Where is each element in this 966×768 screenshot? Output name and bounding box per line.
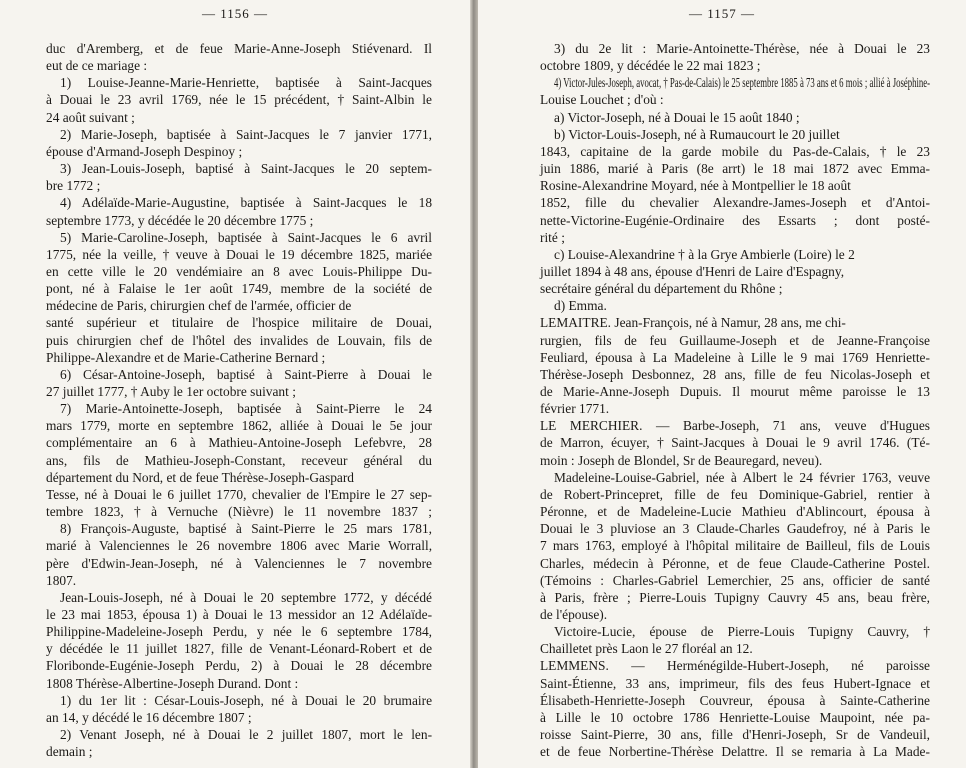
text-line: tembre 1823, † à Vernuche (Nièvre) le 11 novembre 1837 ; xyxy=(46,504,432,520)
text-line: à Douai le 23 avril 1769, née le 15 précédent, † Saint-Albin le xyxy=(46,92,432,108)
text-line: rurgien, fils de feu Guillaume-Joseph et de Jeanne-Françoise xyxy=(540,332,930,348)
text-line: LEMMENS. — Herménégilde-Hubert-Joseph, né paroisse xyxy=(540,658,930,674)
text-line: 1) du 1er lit : César-Louis-Joseph, né à Douai le 20 brumaire xyxy=(60,692,433,708)
text-line: 4) Adélaïde-Marie-Augustine, baptisée à Saint-Jacques le 18 xyxy=(60,195,433,211)
text-line: 7) Marie-Antoinette-Joseph, baptisée à Saint-Pierre le 24 xyxy=(60,401,433,417)
page-number-right: — 1157 — xyxy=(688,6,756,21)
text-line: père d'Edwin-Jean-Joseph, né à Valenciennes le 7 novembre xyxy=(46,555,432,571)
text-line: mars 1779, morte en septembre 1862, alliée à Douai le 5e jour xyxy=(46,418,433,434)
text-line: Tesse, né à Douai le 6 juillet 1770, chevalier de l'Empire le 27 sep- xyxy=(46,486,433,502)
text-line: Louise Louchet ; d'où : xyxy=(540,92,664,108)
text-line: 27 juillet 1777, † Auby le 1er octobre suivant ; xyxy=(46,384,296,399)
text-line: à Lille le 10 octobre 1786 Henriette-Louise Maupoint, née pa- xyxy=(540,709,930,725)
text-line: médecine de Paris, chirurgien chef de l'armée, officier de xyxy=(46,298,352,314)
text-line: juin 1886, marié à Paris (8e arrt) le 18 mai 1872 avec Emma- xyxy=(540,161,931,177)
left-page xyxy=(0,0,470,768)
text-line: à Paris, frère ; Pierre-Louis Tupigny Cauvry 45 ans, beau frère, xyxy=(540,589,931,605)
text-line: épouse d'Armand-Joseph Despinoy ; xyxy=(46,143,243,159)
text-line: le 23 mai 1853, épousa 1) à Douai le 13 messidor an 12 Adélaïde- xyxy=(46,606,433,622)
text-line: puis chirurgien chef de l'hôtel des invalides de Louvain, fils de xyxy=(46,332,433,348)
text-line: en cette ville le 20 vendémiaire an 8 avec Louis-Philippe Du- xyxy=(46,263,432,279)
text-line: Madeleine-Louise-Gabriel, née à Albert le 24 février 1763, veuve xyxy=(554,469,931,485)
text-line: 1) Louise-Jeanne-Marie-Henriette, baptisée à Saint-Jacques xyxy=(60,75,432,91)
text-line: d) Emma. xyxy=(554,298,607,314)
text-line: juillet 1894 à 48 ans, épouse d'Henri de Laire d'Espagny, xyxy=(540,263,845,279)
text-line: Philippine-Madeleine-Joseph Perdu, y née le 6 septembre 1784, xyxy=(46,624,432,640)
text-line: a) Victor-Joseph, né à Douai le 15 août 1840 ; xyxy=(554,109,800,125)
text-line: 2) Venant Joseph, né à Douai le 2 juillet 1807, mort le len- xyxy=(60,727,433,742)
text-line: de Marron, écuyer, † Saint-Jacques à Douai le 9 avril 1746. (Té- xyxy=(540,435,930,451)
text-line: février 1771. xyxy=(540,401,610,417)
right-page xyxy=(478,0,966,768)
text-line: Philippe-Alexandre et de Marie-Catherine Bernard ; xyxy=(46,349,326,365)
text-line: duc d'Aremberg, et de feue Marie-Anne-Joseph Stiévenard. Il xyxy=(46,41,433,56)
text-line: bre 1772 ; xyxy=(46,178,101,194)
text-line: pont, né à Falaise le 1er août 1749, membre de la société de xyxy=(46,281,433,297)
text-line: 24 août suivant ; xyxy=(46,109,135,125)
text-line: c) Louise-Alexandrine † à la Grye Ambierle (Loire) le 2 xyxy=(554,246,855,262)
text-line: 1808 Thérèse-Albertine-Joseph Durand. Dont : xyxy=(46,675,299,691)
text-line: marié à Valenciennes le 26 novembre 1806 avec Marie Worrall, xyxy=(46,538,433,554)
text-line: octobre 1809, y décédée le 22 mai 1823 ; xyxy=(540,58,761,74)
text-line: Charles, médecin à Péronne, et de feue Claude-Catherine Postel. xyxy=(540,555,930,571)
text-line: 7 mars 1763, employé à l'hôpital militaire de Bailleul, fils de Louis xyxy=(540,538,930,554)
text-line: Thérèse-Joseph Desbonnez, 28 ans, fille de feu Nicolas-Joseph et xyxy=(540,366,930,382)
text-line: Douai le 3 pluviose an 3 Claude-Charles Gaudefroy, né à Paris le xyxy=(540,521,931,537)
text-line: de Robert-Princepret, fille de feu Dominique-Gabriel, rentier à xyxy=(540,486,930,502)
text-line: septembre 1773, y décédée le 20 décembre 1775 ; xyxy=(46,212,314,228)
text-line: Victoire-Lucie, épouse de Pierre-Louis Tupigny Cauvry, † xyxy=(554,624,931,640)
text-line: moin : Joseph de Blondel, Sr de Beauregard, neveu). xyxy=(540,452,823,468)
text-line: 1852, fille du chevalier Alexandre-James-Joseph et d'Antoi- xyxy=(540,195,930,211)
text-line: eut de ce mariage : xyxy=(46,58,148,74)
text-line: 2) Marie-Joseph, baptisée à Saint-Jacques le 7 janvier 1771, xyxy=(60,126,432,142)
text-line: 1843, capitaine de la garde mobile du Pas-de-Calais, † le 23 xyxy=(540,143,930,159)
text-line: Saint-Étienne, 33 ans, imprimeur, fils des feus Hubert-Ignace et xyxy=(540,675,930,691)
text-line: rité ; xyxy=(540,229,565,245)
text-line: 6) César-Antoine-Joseph, baptisé à Saint-Pierre à Douai le xyxy=(60,366,432,382)
page-number-left: — 1156 — xyxy=(201,6,269,21)
text-line: Jean-Louis-Joseph, né à Douai le 20 septembre 1772, y décédé xyxy=(60,589,432,605)
text-line: 1807. xyxy=(46,572,77,588)
text-line: 1775, née la veille, † veuve à Douai le 19 décembre 1825, mariée xyxy=(46,246,433,262)
text-line: demain ; xyxy=(46,744,93,760)
text-line: Feuliard, épousa à La Madeleine à Lille le 9 mai 1769 Henriette- xyxy=(540,349,930,365)
text-line: roisse Saint-Pierre, 30 ans, fille d'Henri-Joseph, Sr de Vandeuil, xyxy=(540,727,931,742)
text-line: 5) Marie-Caroline-Joseph, baptisée à Saint-Jacques le 6 avril xyxy=(60,229,432,245)
text-line: de l'épouse). xyxy=(540,606,608,622)
text-line: santé supérieur et titulaire de l'hospice militaire de Douai, xyxy=(46,315,432,331)
text-line: Floribonde-Eugénie-Joseph Perdu, 2) à Douai le 28 décembre xyxy=(46,658,432,674)
text-line: nette-Victorine-Eugénie-Ordinaire des Essarts ; dont posté- xyxy=(540,212,930,228)
text-line: complémentaire an 6 à Mathieu-Antoine-Joseph Lefebvre, 28 xyxy=(46,435,432,451)
text-line: 3) du 2e lit : Marie-Antoinette-Thérèse, née à Douai le 23 xyxy=(554,41,930,56)
text-line: Chailletet près Laon le 27 floréal an 12. xyxy=(540,641,753,657)
text-line: LE MERCHIER. — Barbe-Joseph, 71 ans, veuve d'Hugues xyxy=(540,418,931,434)
text-line: Rosine-Alexandrine Moyard, née à Montpellier le 18 août xyxy=(540,178,851,194)
text-line: et de feue Norbertine-Thérèse Delattre. Il se remaria à La Made- xyxy=(540,744,930,760)
text-line: LEMAITRE. Jean-François, né à Namur, 28 ans, me chi- xyxy=(540,315,846,331)
text-line: b) Victor-Louis-Joseph, né à Rumaucourt le 20 juillet xyxy=(554,126,840,142)
book-gutter xyxy=(470,0,478,768)
text-line: de Marie-Anne-Joseph Dupuis. Il mourut même paroisse le 13 xyxy=(540,384,930,399)
text-line: ans, fils de Mathieu-Joseph-Constant, receveur général du xyxy=(46,452,432,468)
text-line: département du Nord, et de feue Thérèse-Joseph-Gaspard xyxy=(46,469,354,485)
text-line: 3) Jean-Louis-Joseph, baptisé à Saint-Jacques le 20 septem- xyxy=(60,161,432,177)
text-line: secrétaire général du département du Rhône ; xyxy=(540,281,783,297)
text-line: (Témoins : Charles-Gabriel Lemerchier, 25 ans, officier de santé xyxy=(540,572,930,588)
text-line: an 14, y décédé le 16 décembre 1807 ; xyxy=(46,709,252,725)
text-line: 8) François-Auguste, baptisé à Saint-Pierre le 25 mars 1781, xyxy=(60,521,433,537)
text-line: 4) Victor-Jules-Joseph, avocat, † Pas-de-Calais) le 25 septembre 1885 à 73 ans et 6 mois ; allié à Joséphine- xyxy=(554,75,931,91)
text-line: y décédée le 11 juillet 1827, fille de Venant-Léonard-Robert et de xyxy=(46,641,433,657)
text-line: Élisabeth-Henriette-Joseph Couvreur, épousa à Sainte-Catherine xyxy=(540,692,930,708)
text-line: Péronne, et de Madeleine-Lucie Mathieu d'Ablincourt, épousa à xyxy=(540,504,931,520)
